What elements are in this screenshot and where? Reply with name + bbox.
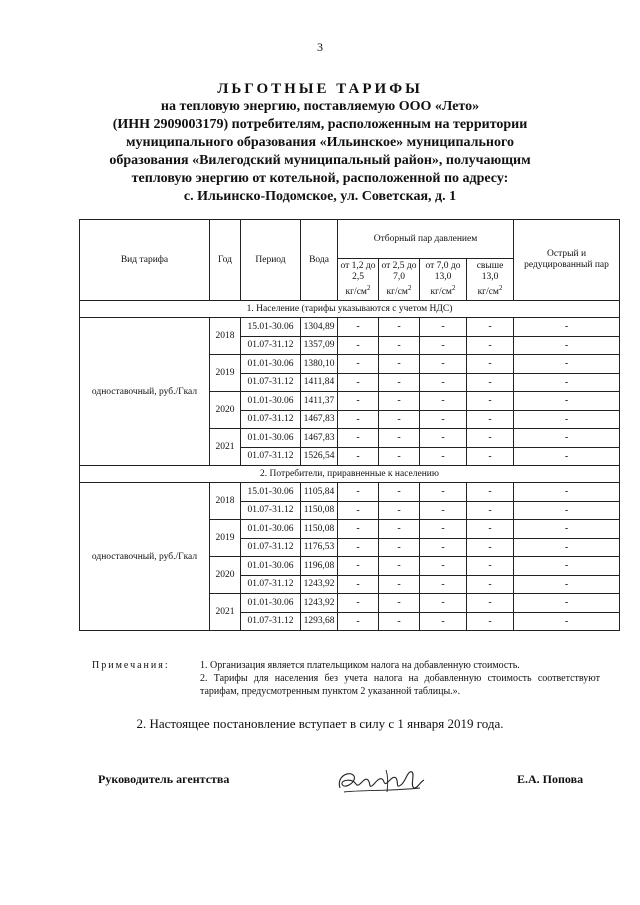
- period-cell: 01.07-31.12: [241, 373, 301, 392]
- empty-value-cell: -: [467, 429, 514, 448]
- empty-value-cell: -: [514, 318, 620, 337]
- signatory-name: Е.А. Попова: [517, 772, 584, 786]
- empty-value-cell: -: [338, 594, 379, 613]
- header-water: Вода: [301, 220, 338, 301]
- empty-value-cell: -: [338, 557, 379, 576]
- title-line: муниципального образования «Ильинское» муниципального: [126, 135, 514, 150]
- note-item: 2. Тарифы для населения без учета налога на добавленную стоимость соответствуют тарифам, предусмотренным пунктом 2 указанной таблицы.».: [200, 673, 600, 697]
- document-title: [100, 80, 540, 206]
- empty-value-cell: -: [467, 594, 514, 613]
- empty-value-cell: -: [338, 318, 379, 337]
- water-tariff-cell: 1467,83: [301, 429, 338, 448]
- period-cell: 01.01-30.06: [241, 429, 301, 448]
- empty-value-cell: -: [338, 373, 379, 392]
- empty-value-cell: -: [338, 612, 379, 631]
- empty-value-cell: -: [338, 483, 379, 502]
- section-title: 2. Потребители, приравненные к населению: [80, 466, 620, 483]
- empty-value-cell: -: [379, 429, 420, 448]
- empty-value-cell: -: [467, 520, 514, 539]
- empty-value-cell: -: [338, 575, 379, 594]
- header-steam-unit-exponent: 2: [366, 283, 371, 292]
- empty-value-cell: -: [467, 483, 514, 502]
- year-cell: 2018: [210, 483, 241, 520]
- empty-value-cell: -: [379, 318, 420, 337]
- header-steam-unit: кг/см: [345, 287, 367, 298]
- empty-value-cell: -: [420, 501, 467, 520]
- empty-value-cell: -: [379, 392, 420, 411]
- period-cell: 01.07-31.12: [241, 612, 301, 631]
- empty-value-cell: -: [379, 410, 420, 429]
- section-row: [80, 466, 620, 483]
- empty-value-cell: -: [514, 410, 620, 429]
- water-tariff-cell: 1105,84: [301, 483, 338, 502]
- empty-value-cell: -: [467, 355, 514, 374]
- empty-value-cell: -: [514, 575, 620, 594]
- year-cell: 2018: [210, 318, 241, 355]
- empty-value-cell: -: [420, 355, 467, 374]
- header-steam-col: [467, 259, 514, 301]
- header-steam-range: свыше 13,0: [476, 260, 504, 282]
- empty-value-cell: -: [467, 557, 514, 576]
- empty-value-cell: -: [338, 336, 379, 355]
- header-steam-unit-exponent: 2: [498, 283, 503, 292]
- tariff-type-cell: одноставочный, руб./Гкал: [80, 483, 210, 631]
- signatory-title: Руководитель агентства: [98, 772, 230, 786]
- header-steam-unit-exponent: 2: [407, 283, 412, 292]
- header-steam-unit-exponent: 2: [451, 283, 456, 292]
- period-cell: 01.07-31.12: [241, 501, 301, 520]
- header-steam-range: от 2,5 до 7,0: [381, 260, 417, 282]
- water-tariff-cell: 1150,08: [301, 520, 338, 539]
- empty-value-cell: -: [420, 373, 467, 392]
- water-tariff-cell: 1357,09: [301, 336, 338, 355]
- table-row: [80, 318, 620, 337]
- period-cell: 01.01-30.06: [241, 594, 301, 613]
- water-tariff-cell: 1526,54: [301, 447, 338, 466]
- empty-value-cell: -: [420, 575, 467, 594]
- header-steam-unit: кг/см: [430, 287, 452, 298]
- section-row: [80, 301, 620, 318]
- empty-value-cell: -: [338, 392, 379, 411]
- period-cell: 01.01-30.06: [241, 392, 301, 411]
- empty-value-cell: -: [379, 336, 420, 355]
- period-cell: 01.01-30.06: [241, 355, 301, 374]
- header-sharp-steam: Острый и редуцированный пар: [514, 220, 620, 301]
- empty-value-cell: -: [379, 594, 420, 613]
- water-tariff-cell: 1150,08: [301, 501, 338, 520]
- period-cell: 01.07-31.12: [241, 538, 301, 557]
- title-line: образования «Вилегодский муниципальный район», получающим: [109, 153, 531, 168]
- year-cell: 2019: [210, 520, 241, 557]
- section-title: 1. Население (тарифы указываются с учетом НДС): [80, 301, 620, 318]
- header-steam-unit: кг/см: [386, 287, 408, 298]
- empty-value-cell: -: [467, 336, 514, 355]
- empty-value-cell: -: [514, 594, 620, 613]
- header-steam-group: Отборный пар давлением: [338, 220, 514, 259]
- empty-value-cell: -: [420, 594, 467, 613]
- empty-value-cell: -: [338, 538, 379, 557]
- empty-value-cell: -: [379, 355, 420, 374]
- empty-value-cell: -: [379, 538, 420, 557]
- empty-value-cell: -: [514, 373, 620, 392]
- empty-value-cell: -: [379, 483, 420, 502]
- water-tariff-cell: 1243,92: [301, 575, 338, 594]
- header-steam-col: [379, 259, 420, 301]
- empty-value-cell: -: [420, 336, 467, 355]
- empty-value-cell: -: [514, 557, 620, 576]
- empty-value-cell: -: [514, 429, 620, 448]
- period-cell: 15.01-30.06: [241, 318, 301, 337]
- water-tariff-cell: 1411,37: [301, 392, 338, 411]
- empty-value-cell: -: [514, 336, 620, 355]
- empty-value-cell: -: [420, 318, 467, 337]
- empty-value-cell: -: [338, 410, 379, 429]
- period-cell: 01.07-31.12: [241, 447, 301, 466]
- empty-value-cell: -: [467, 612, 514, 631]
- header-tariff-type: Вид тарифа: [80, 220, 210, 301]
- empty-value-cell: -: [514, 520, 620, 539]
- header-steam-col: [420, 259, 467, 301]
- water-tariff-cell: 1411,84: [301, 373, 338, 392]
- empty-value-cell: -: [514, 483, 620, 502]
- effective-date-text: 2. Настоящее постановление вступает в силу с 1 января 2019 года.: [136, 716, 504, 731]
- empty-value-cell: -: [467, 392, 514, 411]
- water-tariff-cell: 1304,89: [301, 318, 338, 337]
- header-steam-col: [338, 259, 379, 301]
- title-heading: ЛЬГОТНЫЕ ТАРИФЫ: [217, 81, 423, 97]
- header-year: Год: [210, 220, 241, 301]
- period-cell: 01.07-31.12: [241, 410, 301, 429]
- empty-value-cell: -: [338, 520, 379, 539]
- empty-value-cell: -: [514, 612, 620, 631]
- empty-value-cell: -: [467, 575, 514, 594]
- empty-value-cell: -: [514, 501, 620, 520]
- period-cell: 01.07-31.12: [241, 575, 301, 594]
- year-cell: 2019: [210, 355, 241, 392]
- year-cell: 2020: [210, 557, 241, 594]
- notes-label: Примечания:: [92, 660, 170, 671]
- period-cell: 15.01-30.06: [241, 483, 301, 502]
- water-tariff-cell: 1196,08: [301, 557, 338, 576]
- empty-value-cell: -: [420, 410, 467, 429]
- empty-value-cell: -: [379, 373, 420, 392]
- empty-value-cell: -: [467, 447, 514, 466]
- header-steam-range: от 7,0 до 13,0: [425, 260, 461, 282]
- empty-value-cell: -: [467, 410, 514, 429]
- header-steam-unit: кг/см: [477, 287, 499, 298]
- empty-value-cell: -: [379, 520, 420, 539]
- year-cell: 2021: [210, 594, 241, 631]
- title-line: на тепловую энергию, поставляемую ООО «Лето»: [160, 99, 480, 114]
- empty-value-cell: -: [514, 392, 620, 411]
- empty-value-cell: -: [338, 447, 379, 466]
- water-tariff-cell: 1467,83: [301, 410, 338, 429]
- period-cell: 01.07-31.12: [241, 336, 301, 355]
- empty-value-cell: -: [379, 575, 420, 594]
- empty-value-cell: -: [420, 520, 467, 539]
- note-item: 1. Организация является плательщиком налога на добавленную стоимость.: [200, 660, 520, 671]
- signature-block: [0, 766, 640, 796]
- title-line: тепловую энергию от котельной, расположенной по адресу:: [131, 171, 509, 186]
- empty-value-cell: -: [338, 355, 379, 374]
- table-row: [80, 483, 620, 502]
- empty-value-cell: -: [514, 447, 620, 466]
- year-cell: 2020: [210, 392, 241, 429]
- water-tariff-cell: 1380,10: [301, 355, 338, 374]
- title-line: (ИНН 2909003179) потребителям, расположенным на территории: [112, 117, 528, 132]
- handwritten-signature-icon: [332, 766, 428, 796]
- empty-value-cell: -: [467, 373, 514, 392]
- empty-value-cell: -: [420, 392, 467, 411]
- empty-value-cell: -: [467, 538, 514, 557]
- empty-value-cell: -: [514, 538, 620, 557]
- empty-value-cell: -: [379, 501, 420, 520]
- header-period: Период: [241, 220, 301, 301]
- tariff-table: [79, 219, 620, 631]
- empty-value-cell: -: [379, 612, 420, 631]
- empty-value-cell: -: [420, 483, 467, 502]
- tariff-type-cell: одноставочный, руб./Гкал: [80, 318, 210, 466]
- water-tariff-cell: 1243,92: [301, 594, 338, 613]
- empty-value-cell: -: [467, 501, 514, 520]
- period-cell: 01.01-30.06: [241, 520, 301, 539]
- period-cell: 01.01-30.06: [241, 557, 301, 576]
- year-cell: 2021: [210, 429, 241, 466]
- water-tariff-cell: 1293,68: [301, 612, 338, 631]
- empty-value-cell: -: [420, 538, 467, 557]
- empty-value-cell: -: [420, 557, 467, 576]
- empty-value-cell: -: [420, 612, 467, 631]
- empty-value-cell: -: [514, 355, 620, 374]
- empty-value-cell: -: [420, 447, 467, 466]
- title-line: с. Ильинско-Подомское, ул. Советская, д. 1: [183, 189, 457, 204]
- empty-value-cell: -: [338, 429, 379, 448]
- water-tariff-cell: 1176,53: [301, 538, 338, 557]
- page-number: 3: [317, 40, 323, 54]
- empty-value-cell: -: [338, 501, 379, 520]
- empty-value-cell: -: [379, 447, 420, 466]
- header-steam-range: от 1,2 до 2,5: [340, 260, 376, 282]
- empty-value-cell: -: [467, 318, 514, 337]
- empty-value-cell: -: [420, 429, 467, 448]
- empty-value-cell: -: [379, 557, 420, 576]
